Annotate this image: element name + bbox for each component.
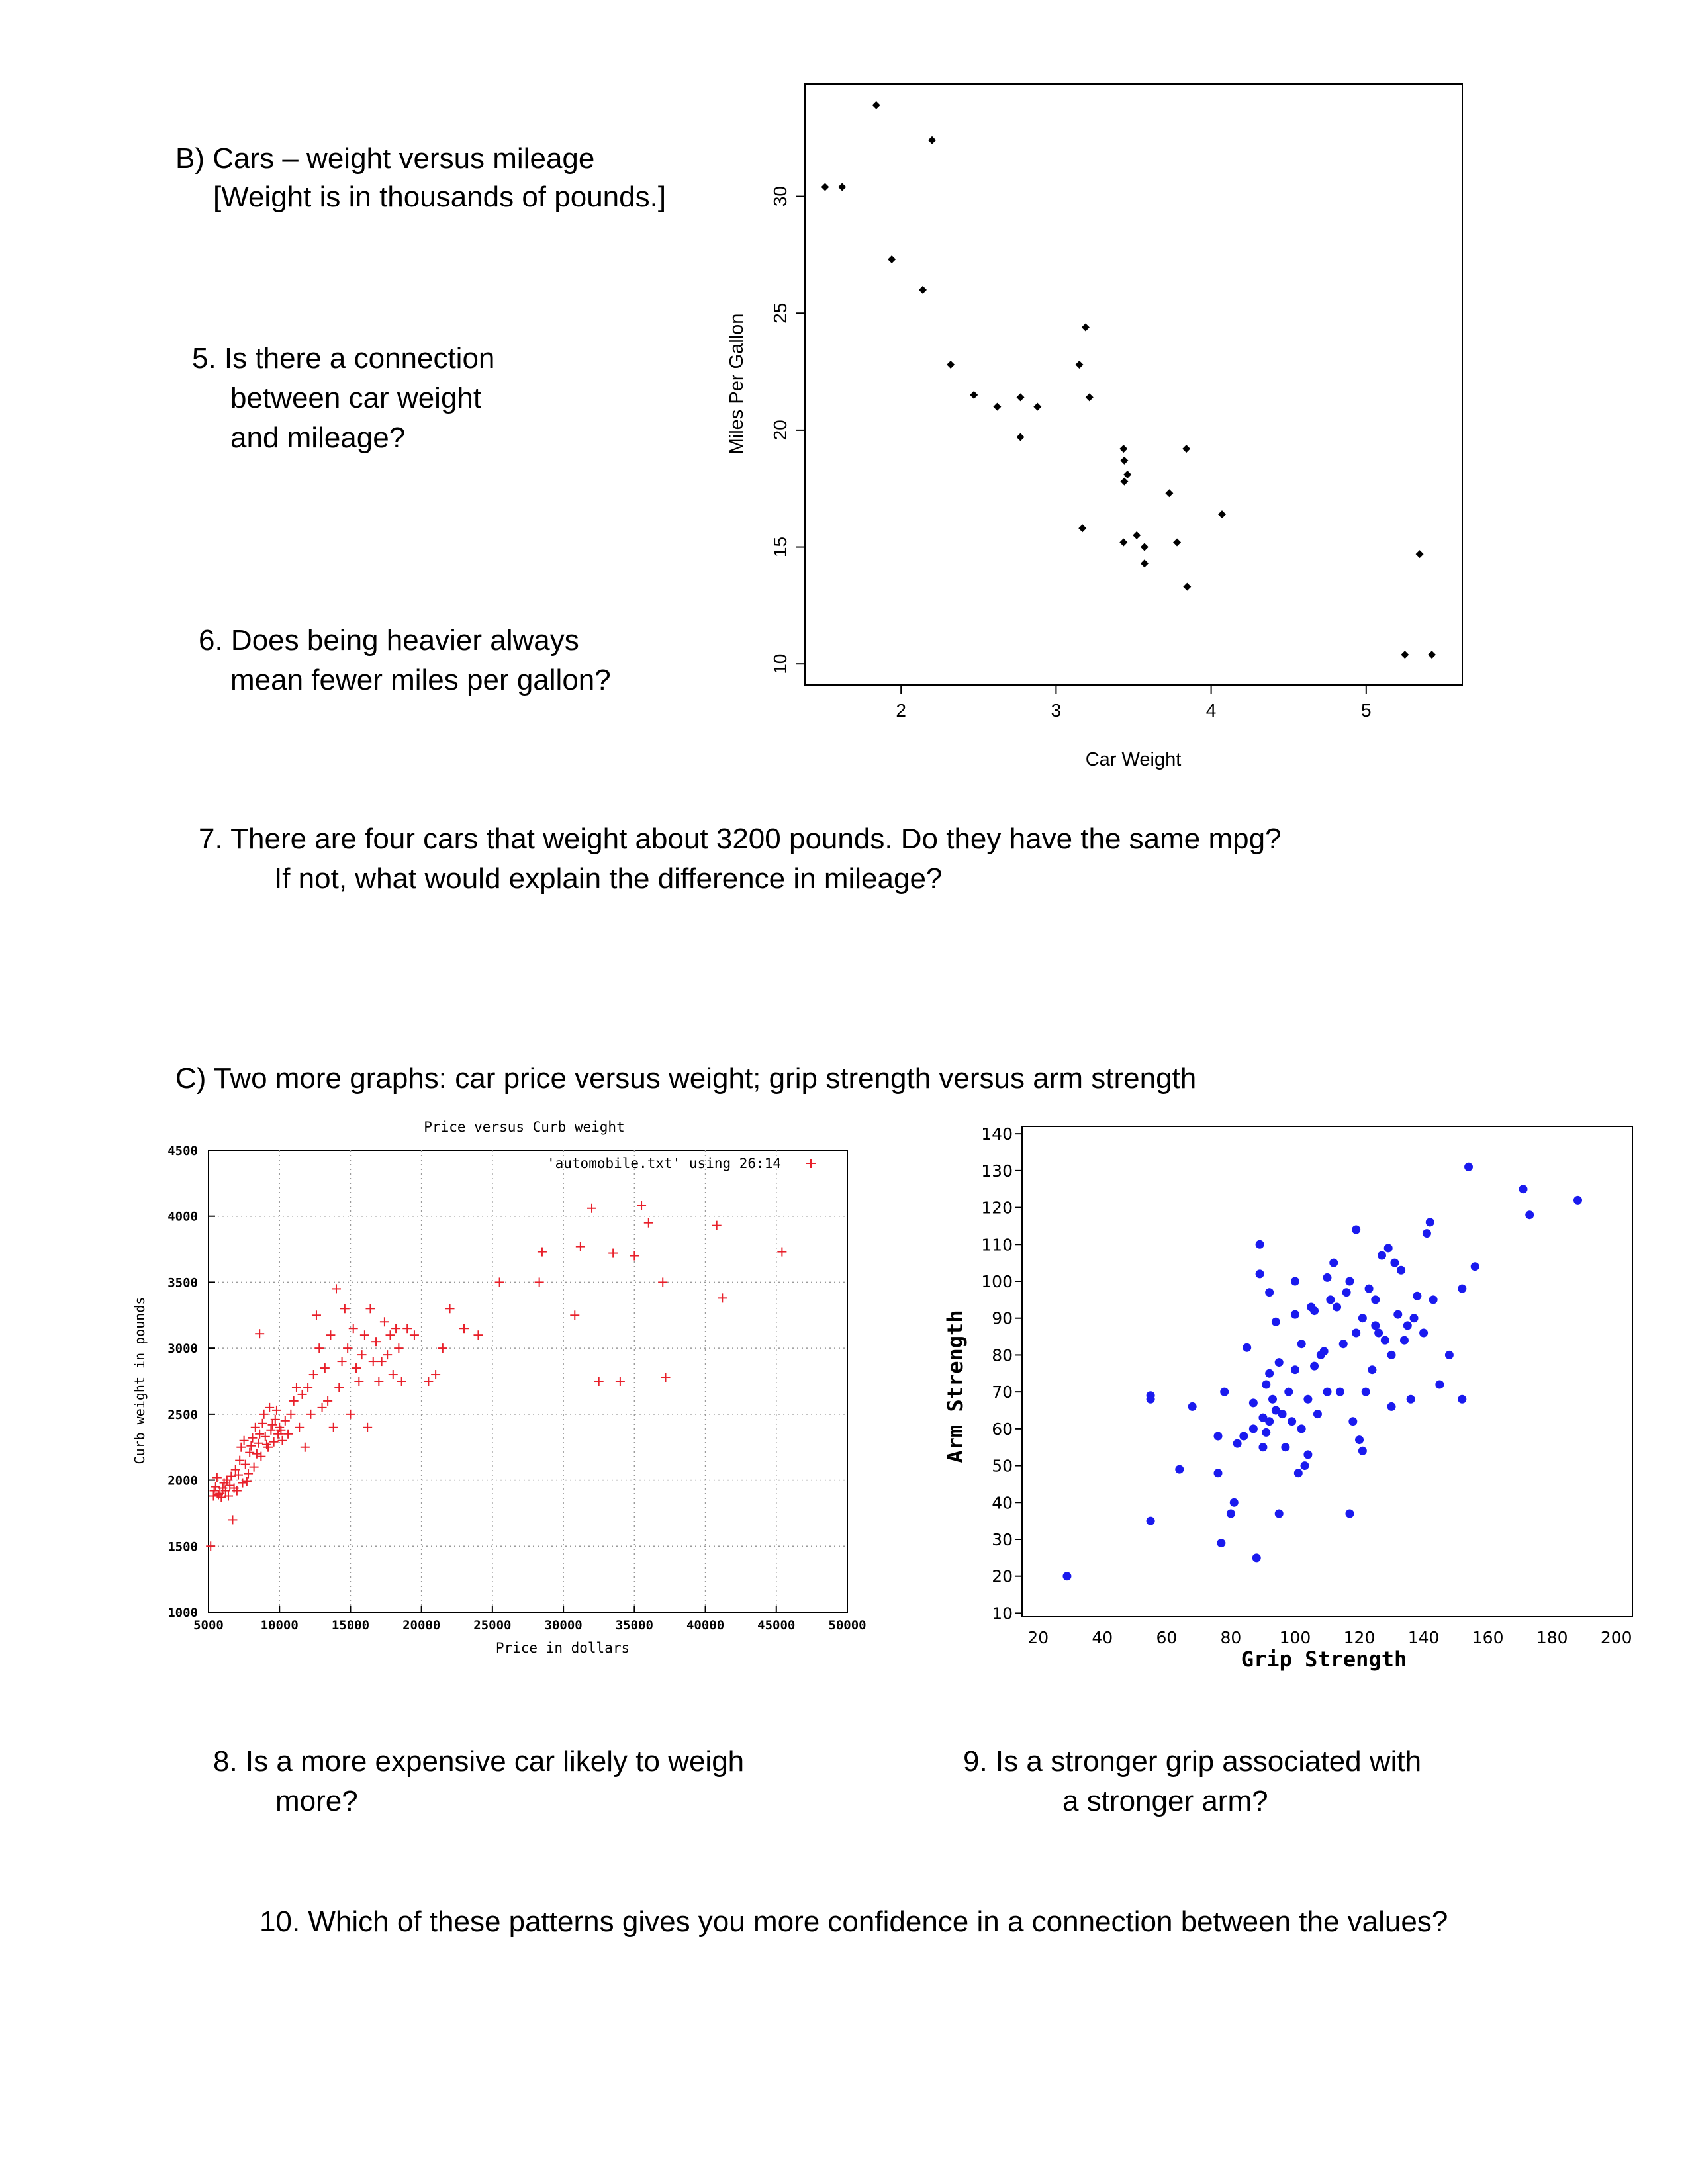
mpg-data-point (1017, 393, 1025, 401)
price-data-point (354, 1377, 363, 1386)
grip-data-point (1381, 1336, 1389, 1345)
price-data-point (402, 1324, 412, 1333)
grip-y-tick-label: 20 (992, 1567, 1013, 1586)
price-data-point (266, 1426, 275, 1435)
grip-x-tick-label: 200 (1600, 1628, 1632, 1647)
price-data-point (278, 1436, 287, 1445)
price-data-point (255, 1329, 264, 1338)
question-5-line3: and mileage? (230, 422, 406, 454)
grip-data-point (1297, 1340, 1306, 1348)
grip-x-axis-label: Grip Strength (1241, 1647, 1407, 1672)
price-data-point (250, 1463, 259, 1472)
mpg-data-point (1078, 524, 1086, 532)
section-b-heading: B) Cars – weight versus mileage (175, 142, 595, 175)
grip-data-point (1358, 1447, 1367, 1455)
mpg-data-point (1119, 445, 1127, 453)
price-data-point (357, 1350, 367, 1359)
price-data-point (445, 1304, 455, 1313)
price-data-point (394, 1343, 403, 1353)
mpg-y-tick-label: 10 (770, 653, 790, 674)
price-data-point (473, 1330, 483, 1340)
grip-data-point (1291, 1310, 1299, 1319)
price-data-point (303, 1383, 312, 1392)
price-data-point (318, 1403, 327, 1412)
price-x-tick-label: 25000 (473, 1618, 512, 1633)
price-data-point (777, 1248, 786, 1257)
grip-data-point (1252, 1553, 1261, 1562)
price-data-point (338, 1357, 347, 1366)
mpg-data-point (838, 183, 846, 191)
price-data-point (301, 1443, 310, 1452)
grip-data-point (1371, 1321, 1380, 1330)
grip-data-point (1368, 1365, 1376, 1374)
price-data-point (346, 1410, 355, 1419)
grip-data-point (1339, 1340, 1348, 1348)
price-legend-label: 'automobile.txt' using 26:14 (546, 1156, 781, 1171)
price-data-point (385, 1330, 395, 1340)
grip-y-tick-label: 70 (992, 1383, 1013, 1402)
price-plot-frame (209, 1150, 847, 1612)
grip-data-point (1348, 1417, 1357, 1426)
grip-data-point (1407, 1395, 1415, 1404)
grip-data-point (1320, 1347, 1329, 1355)
grip-data-point (1310, 1362, 1319, 1371)
mpg-x-tick-label: 2 (896, 700, 906, 721)
grip-data-point (1390, 1259, 1399, 1267)
grip-data-point (1403, 1321, 1412, 1330)
grip-data-point (1214, 1432, 1223, 1441)
grip-data-point (1249, 1424, 1258, 1433)
question-7-line1: 7. There are four cars that weight about 3200 pounds. Do they have the same mpg? (199, 823, 1282, 855)
grip-x-tick-label: 120 (1343, 1628, 1376, 1647)
price-data-point (410, 1330, 419, 1340)
price-data-point (283, 1430, 293, 1439)
price-data-point (397, 1377, 406, 1386)
price-data-point (251, 1423, 260, 1432)
grip-data-point (1278, 1410, 1287, 1418)
mpg-x-tick-label: 4 (1205, 700, 1217, 721)
grip-data-point (1275, 1510, 1284, 1518)
grip-y-tick-label: 90 (992, 1308, 1013, 1328)
price-data-point (371, 1337, 381, 1346)
price-data-point (295, 1423, 304, 1432)
price-data-point (281, 1416, 290, 1426)
question-10: 10. Which of these patterns gives you more confidence in a connection between the values? (259, 1905, 1448, 1938)
grip-data-point (1239, 1432, 1248, 1441)
question-9 (963, 1742, 1421, 1821)
price-data-point (570, 1310, 579, 1320)
grip-data-point (1265, 1369, 1274, 1378)
grip-data-point (1265, 1417, 1274, 1426)
mpg-data-point (821, 183, 829, 191)
question-5-line1: 5. Is there a connection (192, 342, 495, 375)
mpg-data-point (1119, 538, 1127, 546)
grip-data-point (1256, 1269, 1264, 1278)
mpg-data-point (872, 101, 880, 109)
price-data-point (594, 1377, 604, 1386)
grip-data-point (1313, 1410, 1322, 1418)
question-6 (199, 621, 611, 700)
grip-y-tick-label: 140 (981, 1124, 1013, 1144)
grip-data-point (1336, 1388, 1344, 1396)
price-data-point (431, 1370, 440, 1379)
grip-data-point (1249, 1398, 1258, 1407)
grip-y-tick-label: 50 (992, 1456, 1013, 1476)
price-y-tick-label: 4500 (167, 1144, 198, 1158)
question-8-line2: more? (275, 1785, 358, 1817)
grip-x-tick-label: 100 (1279, 1628, 1311, 1647)
price-data-point (576, 1242, 585, 1251)
grip-data-point (1243, 1343, 1251, 1352)
price-data-point (459, 1324, 469, 1333)
question-7-line2: If not, what would explain the difference in mileage? (274, 862, 943, 895)
price-data-point (258, 1419, 267, 1428)
price-data-point (286, 1410, 295, 1419)
question-8-line1: 8. Is a more expensive car likely to weigh (213, 1745, 745, 1778)
grip-y-tick-label: 80 (992, 1345, 1013, 1365)
price-data-point (326, 1330, 335, 1340)
grip-data-point (1323, 1388, 1332, 1396)
grip-data-point (1397, 1266, 1405, 1275)
grip-y-tick-label: 30 (992, 1530, 1013, 1549)
grip-data-point (1435, 1381, 1444, 1389)
mpg-data-point (1401, 651, 1409, 659)
price-data-point (323, 1396, 332, 1406)
grip-data-point (1323, 1273, 1332, 1282)
question-8 (213, 1742, 744, 1821)
grip-data-point (1062, 1572, 1071, 1580)
grip-data-point (1268, 1395, 1277, 1404)
price-data-point (206, 1541, 215, 1551)
mpg-data-point (1182, 445, 1190, 453)
grip-data-point (1220, 1388, 1229, 1396)
grip-data-point (1387, 1402, 1396, 1411)
question-5-line2: between car weight (230, 382, 482, 414)
price-data-point (211, 1482, 220, 1492)
grip-data-point (1464, 1163, 1473, 1171)
grip-data-point (1265, 1288, 1274, 1297)
grip-data-point (1378, 1251, 1386, 1260)
price-x-tick-label: 20000 (402, 1618, 441, 1633)
grip-data-point (1329, 1259, 1338, 1267)
grip-data-point (1303, 1450, 1312, 1459)
price-y-tick-label: 1000 (167, 1606, 198, 1620)
grip-data-point (1413, 1292, 1421, 1300)
mpg-data-point (1141, 559, 1149, 567)
grip-y-tick-label: 10 (992, 1604, 1013, 1623)
grip-data-point (1214, 1469, 1223, 1477)
grip-data-point (1294, 1469, 1303, 1477)
grip-data-point (1272, 1318, 1280, 1326)
mpg-y-tick-label: 25 (770, 302, 790, 324)
grip-data-point (1258, 1443, 1267, 1451)
grip-data-point (1362, 1388, 1370, 1396)
price-data-point (712, 1221, 722, 1230)
price-data-point (535, 1277, 544, 1287)
price-data-point (241, 1460, 250, 1469)
mpg-data-point (1165, 489, 1173, 497)
mpg-y-tick-label: 15 (770, 536, 790, 558)
price-x-tick-label: 35000 (615, 1618, 653, 1633)
grip-x-tick-label: 80 (1220, 1628, 1242, 1647)
grip-data-point (1384, 1244, 1393, 1252)
question-9-line2: a stronger arm? (1062, 1785, 1268, 1817)
section-b-subheading: [Weight is in thousands of pounds.] (213, 181, 667, 213)
mpg-scatter-chart (715, 73, 1542, 814)
grip-data-point (1400, 1336, 1409, 1345)
mpg-data-point (970, 391, 978, 399)
price-data-point (363, 1423, 372, 1432)
grip-data-point (1291, 1365, 1299, 1374)
section-c-heading: C) Two more graphs: car price versus weight; grip strength versus arm strength (175, 1062, 1197, 1095)
grip-x-tick-label: 60 (1156, 1628, 1178, 1647)
grip-data-point (1147, 1517, 1155, 1525)
price-data-point (259, 1410, 269, 1419)
price-data-point (374, 1377, 383, 1386)
grip-data-point (1188, 1402, 1197, 1411)
mpg-data-point (888, 255, 896, 263)
grip-data-point (1345, 1510, 1354, 1518)
grip-data-point (1291, 1277, 1299, 1286)
price-data-point (587, 1204, 596, 1213)
grip-y-tick-label: 110 (981, 1235, 1013, 1255)
mpg-x-axis-label: Car Weight (1085, 749, 1182, 770)
grip-data-point (1284, 1388, 1293, 1396)
price-y-tick-label: 2500 (167, 1407, 198, 1422)
price-data-point (248, 1433, 257, 1443)
price-legend-marker (806, 1159, 816, 1168)
grip-data-point (1419, 1329, 1428, 1338)
price-data-point (630, 1251, 639, 1261)
grip-y-tick-label: 130 (981, 1161, 1013, 1181)
grip-data-point (1519, 1185, 1528, 1193)
mpg-data-point (1082, 323, 1090, 331)
price-data-point (616, 1377, 625, 1386)
mpg-data-point (1120, 457, 1128, 465)
price-data-point (238, 1479, 247, 1488)
mpg-data-point (1141, 543, 1149, 551)
grip-data-point (1275, 1358, 1284, 1367)
price-data-point (244, 1469, 253, 1479)
price-data-point (332, 1284, 341, 1293)
mpg-x-tick-label: 3 (1051, 700, 1062, 721)
grip-data-point (1301, 1461, 1309, 1470)
question-5 (192, 339, 494, 458)
price-data-point (360, 1330, 369, 1340)
price-x-tick-label: 30000 (544, 1618, 583, 1633)
price-data-point (438, 1343, 447, 1353)
grip-data-point (1458, 1285, 1466, 1293)
price-chart-title: Price versus Curb weight (424, 1119, 625, 1135)
grip-data-point (1147, 1391, 1155, 1400)
price-data-point (292, 1383, 301, 1392)
grip-data-point (1326, 1295, 1335, 1304)
question-9-line1: 9. Is a stronger grip associated with (963, 1745, 1422, 1778)
grip-data-point (1310, 1306, 1319, 1315)
price-x-tick-label: 50000 (828, 1618, 867, 1633)
price-data-point (389, 1370, 398, 1379)
price-data-point (289, 1396, 299, 1406)
grip-data-point (1233, 1439, 1242, 1448)
grip-data-point (1303, 1395, 1312, 1404)
grip-y-tick-label: 100 (981, 1272, 1013, 1291)
grip-scatter-chart (940, 1112, 1642, 1681)
price-data-point (352, 1363, 361, 1373)
mpg-y-tick-label: 20 (770, 420, 790, 441)
grip-x-tick-label: 20 (1027, 1628, 1049, 1647)
grip-data-point (1358, 1314, 1367, 1322)
grip-data-point (1458, 1395, 1466, 1404)
price-data-point (329, 1423, 338, 1432)
question-7 (199, 819, 1282, 899)
price-data-point (334, 1383, 344, 1392)
price-data-point (309, 1370, 318, 1379)
mpg-data-point (1428, 651, 1436, 659)
grip-data-point (1256, 1240, 1264, 1249)
mpg-plot-frame (805, 84, 1462, 685)
grip-x-tick-label: 180 (1536, 1628, 1568, 1647)
grip-y-tick-label: 60 (992, 1419, 1013, 1439)
price-data-point (608, 1249, 618, 1258)
question-6-line1: 6. Does being heavier always (199, 624, 579, 657)
grip-data-point (1371, 1295, 1380, 1304)
grip-y-tick-label: 120 (981, 1198, 1013, 1218)
price-data-point (369, 1357, 378, 1366)
price-data-point (658, 1277, 667, 1287)
grip-data-point (1429, 1295, 1438, 1304)
price-y-tick-label: 1500 (167, 1539, 198, 1555)
price-data-point (391, 1324, 400, 1333)
grip-x-tick-label: 140 (1407, 1628, 1440, 1647)
price-data-point (377, 1357, 387, 1366)
price-x-tick-label: 45000 (757, 1618, 796, 1633)
price-y-tick-label: 4000 (167, 1209, 198, 1224)
mpg-data-point (993, 403, 1001, 411)
grip-data-point (1352, 1226, 1360, 1234)
price-data-point (298, 1390, 307, 1399)
grip-data-point (1281, 1443, 1289, 1451)
grip-data-point (1262, 1381, 1270, 1389)
price-data-point (380, 1317, 389, 1326)
mpg-data-point (1133, 531, 1141, 539)
grip-data-point (1573, 1196, 1582, 1205)
price-data-point (314, 1343, 324, 1353)
price-data-point (538, 1248, 547, 1257)
grip-data-point (1387, 1351, 1396, 1359)
grip-data-point (1355, 1435, 1364, 1444)
price-data-point (718, 1293, 727, 1302)
price-y-tick-label: 3500 (167, 1275, 198, 1291)
mpg-data-point (928, 136, 936, 144)
price-data-point (228, 1515, 237, 1524)
grip-data-point (1365, 1285, 1374, 1293)
price-data-point (637, 1201, 646, 1210)
price-data-point (365, 1304, 375, 1313)
price-data-point (644, 1218, 653, 1228)
grip-x-tick-label: 160 (1472, 1628, 1504, 1647)
grip-x-tick-label: 40 (1092, 1628, 1113, 1647)
grip-data-point (1426, 1218, 1434, 1226)
question-6-line2: mean fewer miles per gallon? (230, 664, 611, 696)
grip-data-point (1217, 1539, 1225, 1547)
price-data-point (242, 1477, 252, 1486)
grip-data-point (1525, 1210, 1534, 1219)
price-data-point (226, 1472, 236, 1481)
mpg-x-tick-label: 5 (1361, 700, 1372, 721)
mpg-data-point (1183, 583, 1191, 591)
grip-data-point (1175, 1465, 1184, 1474)
grip-plot-frame (1022, 1126, 1632, 1617)
grip-data-point (1262, 1428, 1270, 1437)
price-data-point (306, 1410, 315, 1419)
mpg-data-point (1017, 433, 1025, 441)
price-scatter-chart (119, 1112, 867, 1674)
grip-data-point (1423, 1229, 1431, 1238)
grip-data-point (1374, 1329, 1383, 1338)
grip-data-point (1393, 1310, 1402, 1319)
grip-y-axis-label: Arm Strength (943, 1310, 968, 1463)
price-data-point (424, 1377, 433, 1386)
mpg-data-point (1123, 471, 1131, 478)
grip-data-point (1410, 1314, 1419, 1322)
mpg-data-point (1033, 403, 1041, 411)
mpg-data-point (947, 361, 955, 369)
price-x-tick-label: 10000 (260, 1618, 299, 1633)
price-y-tick-label: 3000 (167, 1342, 198, 1357)
grip-data-point (1230, 1498, 1239, 1507)
price-data-point (320, 1363, 330, 1373)
grip-data-point (1333, 1303, 1341, 1312)
mpg-data-point (1120, 478, 1128, 486)
price-x-tick-label: 15000 (331, 1618, 370, 1633)
grip-data-point (1345, 1277, 1354, 1286)
mpg-data-point (1218, 510, 1226, 518)
mpg-y-tick-label: 30 (770, 186, 790, 207)
grip-data-point (1445, 1351, 1454, 1359)
grip-data-point (1471, 1262, 1479, 1271)
price-data-point (312, 1310, 321, 1320)
price-x-tick-label: 5000 (193, 1618, 224, 1633)
grip-y-tick-label: 40 (992, 1493, 1013, 1513)
mpg-data-point (1173, 538, 1181, 546)
price-data-point (235, 1456, 244, 1465)
price-y-axis-label: Curb weight in pounds (132, 1297, 148, 1465)
mpg-data-point (1416, 550, 1424, 558)
mpg-data-point (919, 286, 927, 294)
grip-data-point (1227, 1510, 1235, 1518)
mpg-data-point (1076, 361, 1084, 369)
price-data-point (495, 1277, 504, 1287)
price-x-tick-label: 40000 (686, 1618, 725, 1633)
price-data-point (340, 1304, 350, 1313)
price-y-tick-label: 2000 (167, 1473, 198, 1488)
grip-data-point (1342, 1288, 1351, 1297)
price-data-point (661, 1373, 671, 1382)
grip-data-point (1352, 1329, 1360, 1338)
price-x-axis-label: Price in dollars (495, 1640, 630, 1656)
price-data-point (383, 1350, 392, 1359)
grip-data-point (1297, 1424, 1306, 1433)
price-data-point (245, 1448, 254, 1457)
mpg-y-axis-label: Miles Per Gallon (726, 313, 747, 455)
grip-data-point (1288, 1417, 1296, 1426)
mpg-data-point (1086, 393, 1094, 401)
